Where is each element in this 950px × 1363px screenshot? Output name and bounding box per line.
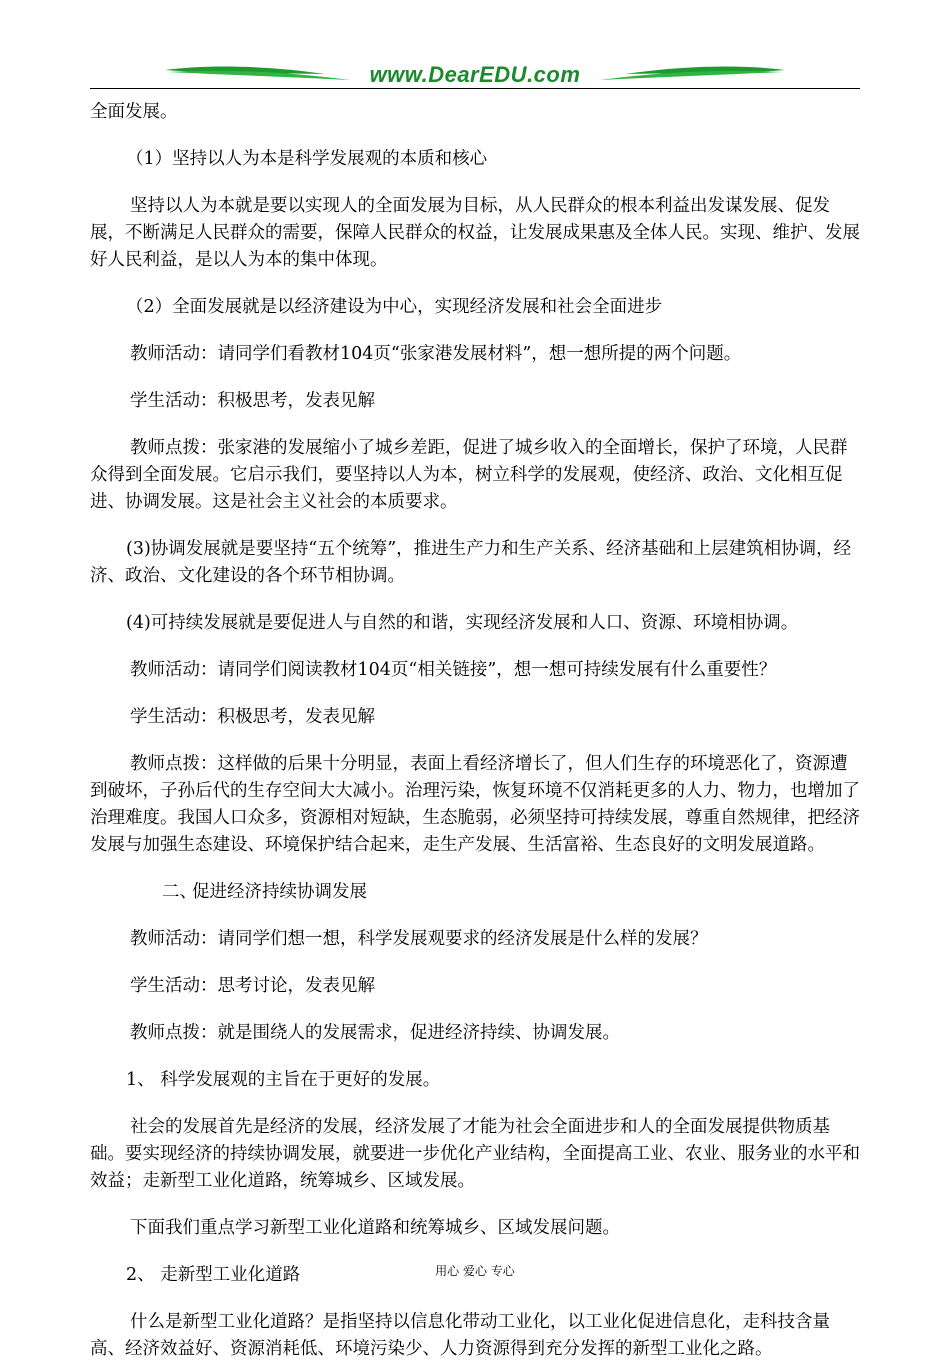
- subheading: (3)协调发展就是要坚持“五个统筹”，推进生产力和生产关系、经济基础和上层建筑相协调，经济、政治、文化建设的各个环节相协调。: [90, 539, 852, 586]
- paragraph: 教师活动：请同学们想一想，科学发展观要求的经济发展是什么样的发展？: [130, 929, 708, 949]
- paragraph: 学生活动：积极思考，发表见解: [130, 391, 375, 411]
- paragraph: 学生活动：思考讨论，发表见解: [130, 976, 375, 996]
- paragraph: 社会的发展首先是经济的发展，经济发展了才能为社会全面进步和人的全面发展提供物质基础。要实现经济的持续协调发展，就要进一步优化产业结构，全面提高工业、农业、服务业的水平和效益；走新型工业化道路，统筹城乡、区域发展。: [90, 1117, 860, 1191]
- paragraph: 教师活动：请同学们看教材104页“张家港发展材料”，想一想所提的两个问题。: [130, 344, 742, 364]
- site-logo-text: www.DearEDU.com: [369, 62, 581, 87]
- paragraph: 坚持以人为本就是要以实现人的全面发展为目标，从人民群众的根本利益出发谋发展、促发展，不断满足人民群众的需要，保障人民群众的权益，让发展成果惠及全体人民。实现、维护、发展好人民利益，是以人为本的集中体现。: [90, 196, 860, 270]
- paragraph: 下面我们重点学习新型工业化道路和统筹城乡、区域发展问题。: [130, 1218, 620, 1238]
- paragraph: 什么是新型工业化道路？是指坚持以信息化带动工业化，以工业化促进信息化，走科技含量高、经济效益好、资源消耗低、环境污染少、人力资源得到充分发挥的新型工业化之路。: [90, 1312, 830, 1359]
- subheading: （2）全面发展就是以经济建设为中心，实现经济发展和社会全面进步: [126, 297, 663, 317]
- paragraph: 教师活动：请同学们阅读教材104页“相关链接”，想一想可持续发展有什么重要性？: [130, 660, 777, 680]
- page-footer: 用心 爱心 专心: [435, 1264, 515, 1278]
- paragraph: 学生活动：积极思考，发表见解: [130, 707, 375, 727]
- subheading: 2、 走新型工业化道路: [126, 1265, 301, 1285]
- paragraph: 教师点拨：就是围绕人的发展需求，促进经济持续、协调发展。: [130, 1023, 620, 1043]
- subheading: （1）坚持以人为本是科学发展观的本质和核心: [126, 149, 488, 169]
- header-divider: [90, 88, 860, 89]
- paragraph: 教师点拨：这样做的后果十分明显，表面上看经济增长了，但人们生存的环境恶化了，资源遭到破坏，子孙后代的生存空间大大减小。治理污染，恢复环境不仅消耗更多的人力、物力，也增加了治理难度。我国人口众多，资源相对短缺，生态脆弱，必须坚持可持续发展，尊重自然规律，把经济发展与加强生态建设、环境保护结合起来，走生产发展、生活富裕、生态良好的文明发展道路。: [90, 754, 860, 855]
- subheading: (4)可持续发展就是要促进人与自然的和谐，实现经济发展和人口、资源、环境相协调。: [126, 613, 799, 633]
- subheading: 1、 科学发展观的主旨在于更好的发展。: [126, 1070, 441, 1090]
- document-body: [90, 99, 862, 1363]
- section-heading: [90, 879, 862, 906]
- section-title: 促进经济持续协调发展: [192, 882, 367, 902]
- paragraph: 教师点拨：张家港的发展缩小了城乡差距，促进了城乡收入的全面增长，保护了环境，人民群众得到全面发展。它启示我们，要坚持以人为本，树立科学的发展观，使经济、政治、文化相互促进、协调发展。这是社会主义社会的本质要求。: [90, 438, 848, 512]
- paragraph: 全面发展。: [90, 102, 178, 122]
- section-number: 二、: [162, 882, 197, 902]
